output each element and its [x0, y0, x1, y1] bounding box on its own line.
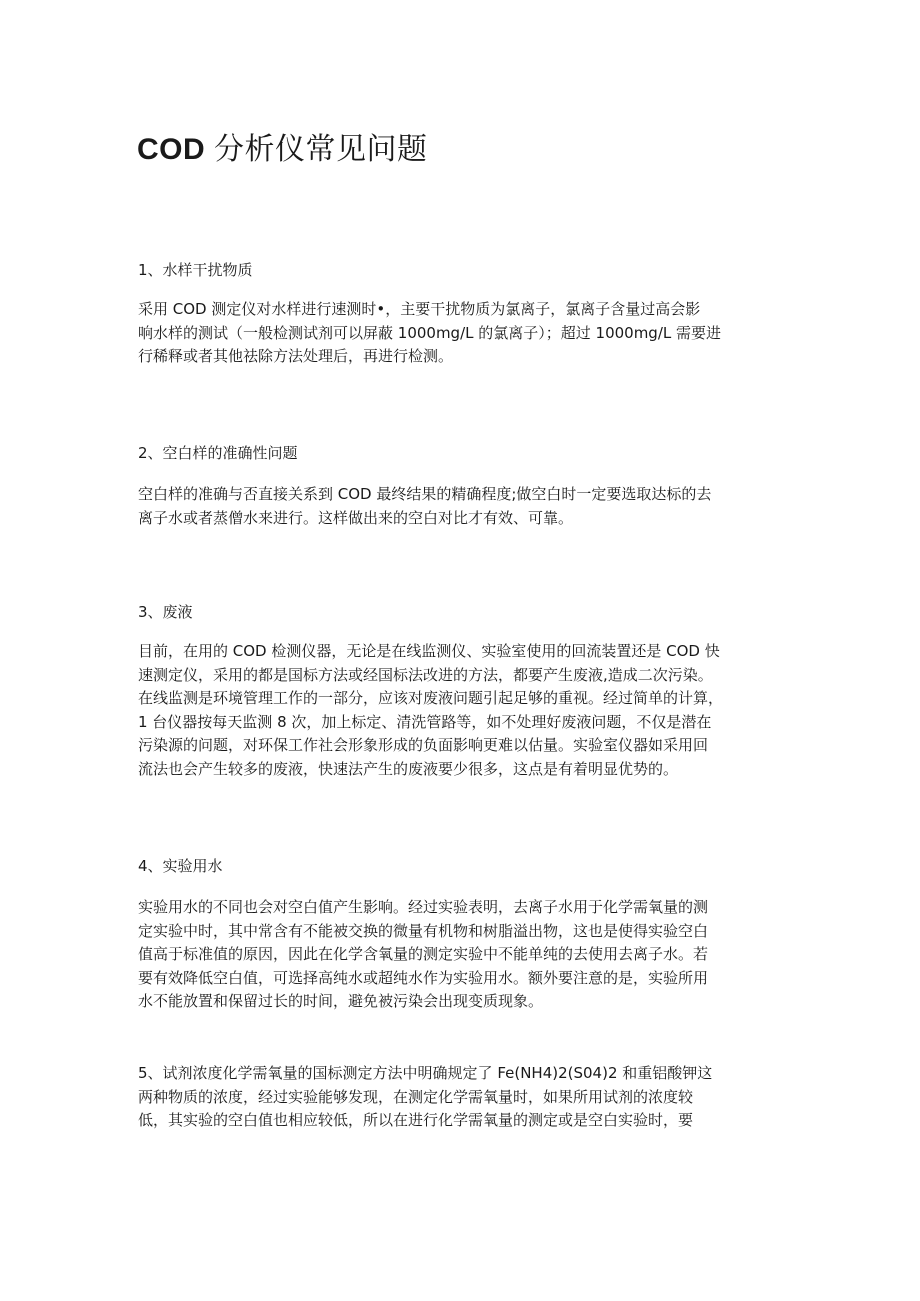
section-5-paragraph: [138, 1062, 786, 1133]
paragraph-line: 污染源的问题，对环保工作社会形象形成的负面影响更难以估量。实验室仪器如采用回: [138, 736, 709, 755]
paragraph-line: 两种物质的浓度，经过实验能够发现，在测定化学需氧量时，如果所用试剂的浓度较: [138, 1087, 694, 1106]
document-title: [137, 128, 428, 172]
paragraph-line: 1 台仪器按每天监测 8 次，加上标定、清洗管路等，如不处理好废液问题，不仅是潜在: [138, 712, 712, 731]
paragraph-line: 采用 COD 测定仪对水样进行速测时•，主要干扰物质为氯离子，氯离子含量过高会影: [138, 300, 701, 318]
section-2-paragraph: [138, 483, 786, 530]
paragraph-line: 5、试剂浓度化学需氧量的国标测定方法中明确规定了 Fe(NH4)2(S04)2 和重铝酸钾这: [138, 1064, 713, 1082]
paragraph-line: 空白样的准确与否直接关系到 COD 最终结果的精确程度;做空白时一定要选取达标的去: [138, 485, 712, 503]
section-3-heading: 3、废液: [138, 603, 193, 621]
paragraph-line: 响水样的测试（一般检测试剂可以屏蔽 1000mg/L 的氯离子）；超过 1000mg/L 需要进: [138, 323, 722, 342]
section-1-paragraph: [138, 298, 786, 369]
paragraph-line: 低，其实验的空白值也相应较低，所以在进行化学需氧量的测定或是空白实验时，要: [138, 1111, 694, 1130]
section-1-heading: 1、水样干扰物质: [138, 261, 253, 279]
paragraph-line: 实验用水的不同也会对空白值产生影响。经过实验表明，去离子水用于化学需氧量的测: [138, 898, 709, 916]
paragraph-line: 水不能放置和保留过长的时间，避免被污染会出现变质现象。: [138, 992, 544, 1011]
section-4-heading: 4、实验用水: [138, 857, 223, 875]
paragraph-line: 在线监测是环境管理工作的一部分，应该对废液问题引起足够的重视。经过简单的计算，: [138, 689, 724, 708]
paragraph-line: 流法也会产生较多的废液，快速法产生的废液要少很多，这点是有着明显优势的。: [138, 759, 679, 778]
paragraph-line: 值高于标准值的原因，因此在化学含氧量的测定实验中不能单纯的去使用去离子水。若: [138, 945, 709, 964]
paragraph-line: 要有效降低空白值，可选择高纯水或超纯水作为实验用水。额外要注意的是，实验所用: [138, 968, 709, 987]
title-latin-part: COD: [137, 133, 214, 166]
paragraph-line: 速测定仪，采用的都是国标方法或经国标法改进的方法，都要产生废液,造成二次污染。: [138, 665, 713, 684]
section-2-heading: 2、空白样的准确性问题: [138, 444, 298, 462]
section-3-paragraph: [138, 640, 786, 782]
paragraph-line: 离子水或者蒸僧水来进行。这样做出来的空白对比才有效、可靠。: [138, 508, 574, 527]
title-cjk-part: 分析仪常见问题: [214, 132, 428, 167]
paragraph-line: 行稀释或者其他祛除方法处理后，再进行检测。: [138, 347, 454, 366]
section-4-paragraph: [138, 896, 786, 1014]
paragraph-line: 定实验中时，其中常含有不能被交换的微量有机物和树脂溢出物，这也是使得实验空白: [138, 921, 709, 940]
paragraph-line: 目前，在用的 COD 检测仪器，无论是在线监测仪、实验室使用的回流装置还是 COD 快: [138, 642, 720, 660]
